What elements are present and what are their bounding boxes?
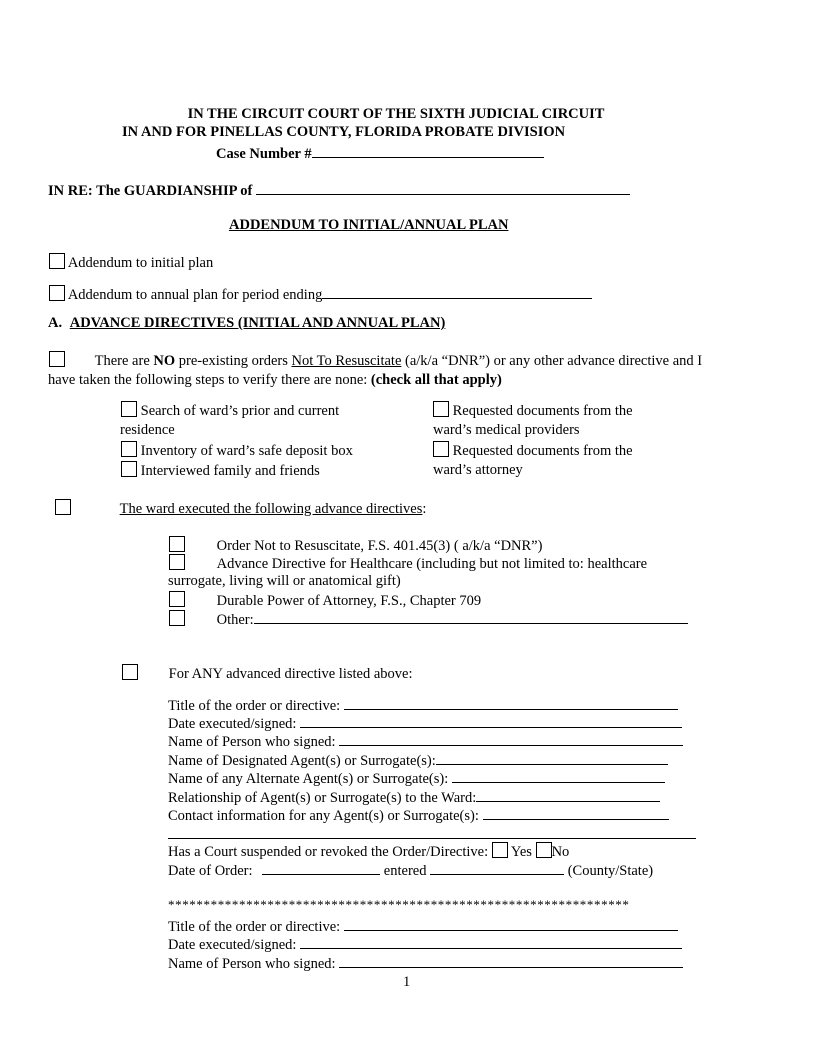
page-number: 1 [403,974,411,990]
directive-dnr [169,536,542,555]
medical-checkbox[interactable] [433,401,449,417]
annual-plan-option [49,284,592,304]
directive-poa [169,591,481,610]
field-alternate [168,768,665,788]
no-dnr-text-mid: pre-existing orders [175,353,292,369]
section-a-heading [48,314,445,332]
other-label: Other: [216,612,254,628]
field-date [168,713,682,733]
other-checkbox[interactable] [169,610,185,626]
contact-field[interactable] [483,805,669,820]
case-number-label: Case Number # [216,146,312,162]
period-ending-field[interactable] [322,284,592,299]
yes-label: Yes [510,844,532,860]
no-dnr-text-pre: There are [94,353,154,369]
field-person [168,731,683,751]
person-label-2: Name of Person who signed: [168,956,336,972]
attorney-label-cont: ward’s attorney [433,462,523,478]
designated-label: Name of Designated Agent(s) or Surrogate(s): [168,753,436,769]
contact-label: Contact information for any Agent(s) or Surrogate(s): [168,808,479,824]
ward-executed-row [55,499,426,518]
title-label: Title of the order or directive: [168,698,341,714]
poa-label: Durable Power of Attorney, F.S., Chapter 709 [216,593,482,609]
separator: ***************************************************************** [168,897,630,912]
field-designated [168,750,668,770]
search-label: Search of ward’s prior and current [140,403,340,419]
field-title-2 [168,916,678,936]
date-field[interactable] [300,713,682,728]
case-number-field[interactable] [312,143,544,158]
no-dnr-line2 [48,371,502,389]
field-person-2 [168,953,683,973]
court-heading-line1: IN THE CIRCUIT COURT OF THE SIXTH JUDICIAL CIRCUIT [187,106,605,122]
date-label-2: Date executed/signed: [168,937,297,953]
healthcare-label: Advance Directive for Healthcare (including but not limited to: healthcare [216,556,648,572]
alternate-label: Name of any Alternate Agent(s) or Surrogate(s): [168,771,449,787]
person-field-2[interactable] [339,953,683,968]
date-field-2[interactable] [300,934,682,949]
no-checkbox[interactable] [536,842,552,858]
step-attorney [433,441,633,460]
annual-plan-label: Addendum to annual plan for period ending [67,287,323,303]
no-dnr-line2-text: have taken the following steps to verify there are none: [48,372,371,388]
field-contact [168,805,669,825]
ward-name-field[interactable] [256,180,630,195]
inventory-checkbox[interactable] [121,441,137,457]
directive-healthcare [169,554,647,573]
date-of-order-field[interactable] [262,860,380,875]
medical-label: Requested documents from the [452,403,633,419]
no-label: No [551,844,570,860]
county-state-label: (County/State) [567,863,654,879]
inventory-label: Inventory of ward’s safe deposit box [140,443,353,459]
ward-executed-label: The ward executed the following advance directives [119,501,423,517]
dnr-label: Order Not to Resuscitate, F.S. 401.45(3) ( a/k/a “DNR”) [216,538,543,554]
step-inventory [121,441,353,460]
step-search [121,401,339,420]
person-label: Name of Person who signed: [168,734,336,750]
section-a-title: ADVANCE DIRECTIVES (INITIAL AND ANNUAL PLAN) [69,315,446,331]
interviewed-label: Interviewed family and friends [140,463,320,479]
no-dnr-line1 [49,351,702,370]
annual-plan-checkbox[interactable] [49,285,65,301]
ward-executed-checkbox[interactable] [55,499,71,515]
initial-plan-checkbox[interactable] [49,253,65,269]
date-of-order-label: Date of Order: [168,863,253,879]
yes-checkbox[interactable] [492,842,508,858]
interviewed-checkbox[interactable] [121,461,137,477]
person-field[interactable] [339,731,683,746]
no-dnr-ntr: Not To Resuscitate [291,353,402,369]
relationship-field[interactable] [476,787,660,802]
healthcare-label-cont: surrogate, living will or anatomical gift) [168,573,401,589]
field-title [168,695,678,715]
contact-field-line2[interactable] [168,838,696,839]
no-dnr-checkbox[interactable] [49,351,65,367]
date-label: Date executed/signed: [168,716,297,732]
initial-plan-option [49,253,213,272]
initial-plan-label: Addendum to initial plan [67,255,214,271]
dnr-checkbox[interactable] [169,536,185,552]
designated-field[interactable] [436,750,668,765]
any-directive-row [122,664,413,683]
title-field[interactable] [344,695,678,710]
document-title: ADDENDUM TO INITIAL/ANNUAL PLAN [229,217,509,233]
step-interviewed [121,461,320,480]
check-all-note: (check all that apply) [370,372,502,388]
search-label-cont: residence [120,422,175,438]
no-dnr-text-post: (a/k/a “DNR”) or any other advance directive and I [401,353,703,369]
in-re-line [48,180,630,200]
other-field[interactable] [254,609,688,624]
entered-label: entered [383,863,427,879]
search-checkbox[interactable] [121,401,137,417]
court-heading-line2: IN AND FOR PINELLAS COUNTY, FLORIDA PROBATE DIVISION [122,124,566,140]
field-relationship [168,787,660,807]
attorney-checkbox[interactable] [433,441,449,457]
relationship-label: Relationship of Agent(s) or Surrogate(s) to the Ward: [168,790,477,806]
suspended-row [168,842,569,861]
step-medical [433,401,633,420]
suspended-label: Has a Court suspended or revoked the Order/Directive: [168,844,489,860]
any-directive-checkbox[interactable] [122,664,138,680]
entered-field[interactable] [430,860,564,875]
date-of-order-row [168,860,653,880]
any-directive-label: For ANY advanced directive listed above: [168,666,413,682]
medical-label-cont: ward’s medical providers [433,422,580,438]
attorney-label: Requested documents from the [452,443,633,459]
ward-executed-colon: : [422,501,427,517]
section-a-letter: A. [48,315,63,331]
healthcare-checkbox[interactable] [169,554,185,570]
poa-checkbox[interactable] [169,591,185,607]
field-date-2 [168,934,682,954]
title-label-2: Title of the order or directive: [168,919,341,935]
case-number [216,143,544,163]
no-dnr-emphasis: NO [153,353,176,369]
alternate-field[interactable] [452,768,665,783]
title-field-2[interactable] [344,916,678,931]
directive-other [169,609,688,629]
in-re-label: IN RE: The GUARDIANSHIP of [48,183,253,199]
